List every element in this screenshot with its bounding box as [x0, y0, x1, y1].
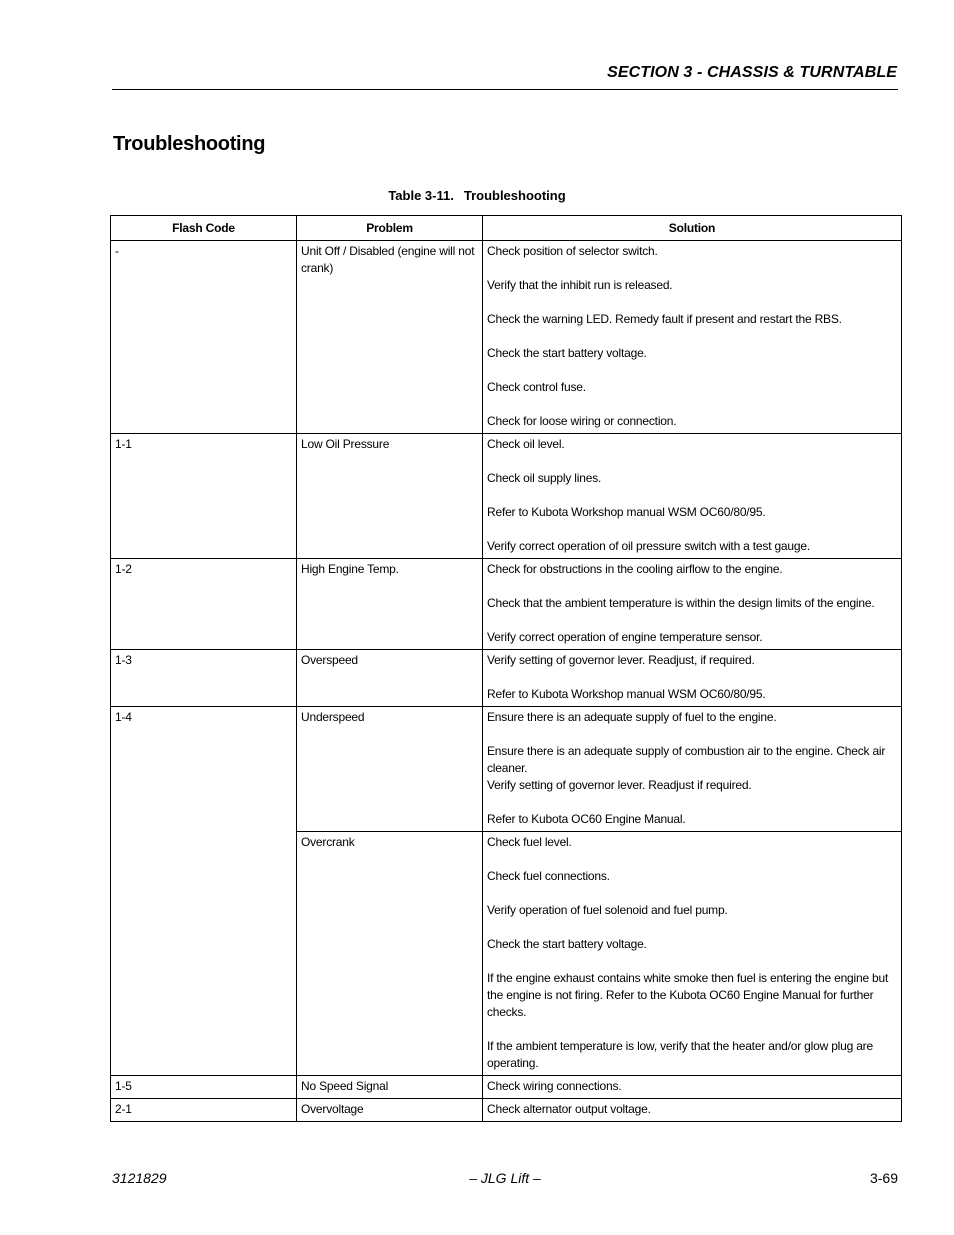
solution-cell: [483, 1099, 902, 1122]
solution-cell: [483, 1076, 902, 1099]
section-header-title: SECTION 3 - CHASSIS & TURNTABLE: [607, 64, 897, 81]
solution-item: Verify correct operation of engine temperature sensor.: [487, 630, 763, 644]
solution-item: Check the start battery voltage.: [487, 346, 647, 360]
solution-cell: [483, 832, 902, 1076]
flash-code-cell: -: [111, 241, 297, 434]
table-header-row: [111, 216, 902, 241]
solution-item: Refer to Kubota Workshop manual WSM OC60/80/95.: [487, 687, 766, 701]
table-row: [111, 1076, 902, 1099]
solution-item: Verify setting of governor lever. Readjust, if required.: [487, 653, 755, 667]
solution-item: Refer to Kubota OC60 Engine Manual.: [487, 812, 686, 826]
table-row: [111, 707, 902, 832]
troubleshooting-table: [110, 215, 902, 1122]
footer-publisher: – JLG Lift –: [469, 1170, 541, 1186]
problem-cell: Overvoltage: [297, 1099, 483, 1122]
page-title: Troubleshooting: [113, 133, 266, 155]
solution-item: Check wiring connections.: [487, 1079, 622, 1093]
problem-cell: Overcrank: [297, 832, 483, 1076]
column-header-solution: Solution: [483, 216, 902, 241]
table-row: [111, 650, 902, 707]
table-row: [111, 559, 902, 650]
solution-item: Check oil level.: [487, 437, 565, 451]
solution-item: Check position of selector switch.: [487, 244, 658, 258]
solution-item: Refer to Kubota Workshop manual WSM OC60/80/95.: [487, 505, 766, 519]
table-row: [111, 241, 902, 434]
solution-item: Verify setting of governor lever. Readjust if required.: [487, 778, 752, 792]
solution-item: Ensure there is an adequate supply of combustion air to the engine. Check air cleaner.: [487, 744, 886, 775]
table-row: [111, 434, 902, 559]
solution-item: Ensure there is an adequate supply of fuel to the engine.: [487, 710, 777, 724]
flash-code-cell: 1-5: [111, 1076, 297, 1099]
solution-item: If the ambient temperature is low, verify that the heater and/or glow plug are operating.: [487, 1039, 873, 1070]
problem-cell: No Speed Signal: [297, 1076, 483, 1099]
column-header-problem: Problem: [297, 216, 483, 241]
solution-item: Verify operation of fuel solenoid and fuel pump.: [487, 903, 728, 917]
problem-cell: Low Oil Pressure: [297, 434, 483, 559]
column-header-flash-code: Flash Code: [111, 216, 297, 241]
table-caption-number: Table 3-11.: [388, 188, 454, 203]
flash-code-cell: 1-3: [111, 650, 297, 707]
solution-item: Check control fuse.: [487, 380, 586, 394]
footer-page-number: 3-69: [869, 1170, 898, 1186]
footer-doc-number: 3121829: [112, 1170, 167, 1186]
solution-cell: [483, 707, 902, 832]
solution-cell: [483, 434, 902, 559]
solution-item: Check the start battery voltage.: [487, 937, 647, 951]
solution-cell: [483, 650, 902, 707]
solution-item: If the engine exhaust contains white smoke then fuel is entering the engine but the engine is not firing. Refer to the Kubota OC60 Engine Manual for further checks.: [487, 971, 889, 1019]
problem-cell: Underspeed: [297, 707, 483, 832]
solution-item: Verify that the inhibit run is released.: [487, 278, 673, 292]
problem-cell: High Engine Temp.: [297, 559, 483, 650]
table-caption-title: Troubleshooting: [463, 188, 566, 203]
solution-cell: [483, 241, 902, 434]
flash-code-cell: 2-1: [111, 1099, 297, 1122]
solution-item: Check the warning LED. Remedy fault if present and restart the RBS.: [487, 312, 842, 326]
solution-item: Check fuel level.: [487, 835, 572, 849]
solution-item: Check oil supply lines.: [487, 471, 602, 485]
solution-item: Check fuel connections.: [487, 869, 610, 883]
problem-cell: Overspeed: [297, 650, 483, 707]
table-row: [111, 1099, 902, 1122]
table-caption: [0, 188, 954, 203]
solution-item: Check for obstructions in the cooling airflow to the engine.: [487, 562, 783, 576]
header-divider: [112, 89, 898, 90]
solution-item: Check that the ambient temperature is within the design limits of the engine.: [487, 596, 875, 610]
solution-item: Check for loose wiring or connection.: [487, 414, 677, 428]
solution-cell: [483, 559, 902, 650]
flash-code-cell: 1-4: [111, 707, 297, 1076]
solution-item: Check alternator output voltage.: [487, 1102, 651, 1116]
flash-code-cell: 1-1: [111, 434, 297, 559]
solution-item: Verify correct operation of oil pressure switch with a test gauge.: [487, 539, 810, 553]
flash-code-cell: 1-2: [111, 559, 297, 650]
problem-cell: Unit Off / Disabled (engine will not crank): [297, 241, 483, 434]
